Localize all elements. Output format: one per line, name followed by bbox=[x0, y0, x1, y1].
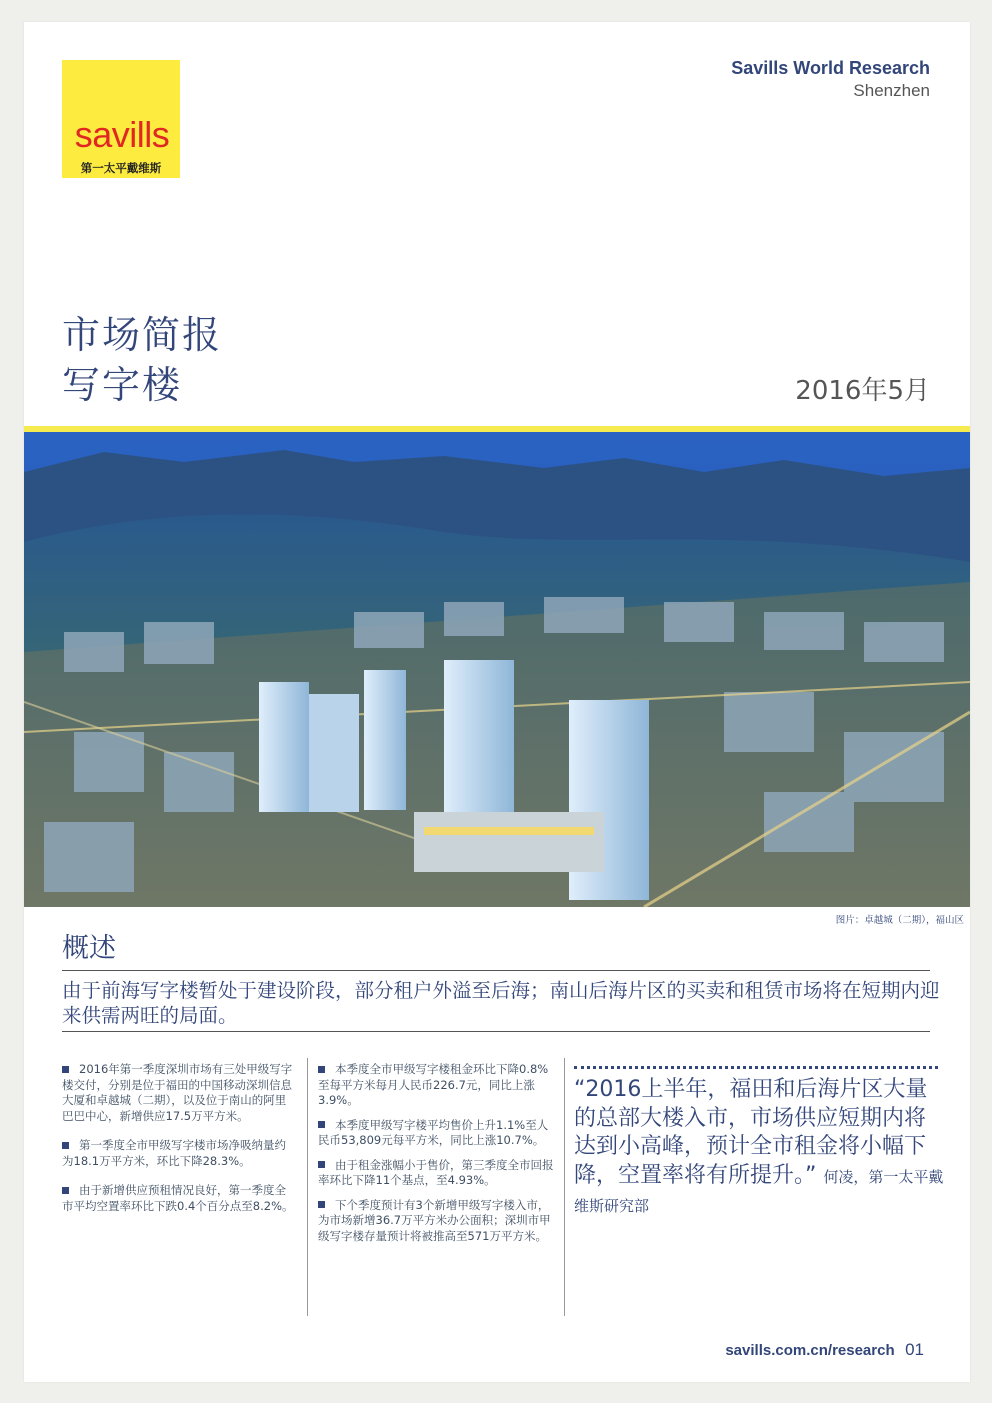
photo-caption: 图片：卓越城（二期），福山区 bbox=[835, 915, 964, 926]
column-divider bbox=[307, 1058, 308, 1316]
city-rendering-image bbox=[24, 432, 970, 907]
bullet-square-icon bbox=[318, 1201, 325, 1208]
bullet-item: 本季度全市甲级写字楼租金环比下降0.8%至每平方米每月人民币226.7元，同比上涨3.9%。 bbox=[318, 1062, 549, 1107]
pull-quote bbox=[574, 1076, 946, 1221]
bullet-square-icon bbox=[318, 1121, 325, 1128]
savills-logo[interactable] bbox=[62, 60, 180, 178]
bullet-square-icon bbox=[62, 1187, 69, 1194]
series-header bbox=[731, 58, 930, 101]
summary-text: 由于前海写字楼暂处于建设阶段，部分租户外溢至后海；南山后海片区的买卖和租赁市场将在短期内迎来供需两旺的局面。 bbox=[62, 979, 940, 1027]
bullet-item: 由于新增供应预租情况良好，第一季度全市平均空置率环比下跌0.4个百分点至8.2%。 bbox=[62, 1183, 294, 1213]
cover-photo bbox=[24, 432, 970, 907]
quote-dotted-rule bbox=[574, 1066, 938, 1069]
report-date: 2016年5月 bbox=[795, 376, 930, 406]
quote-text: “2016上半年，福田和后海片区大量的总部大楼入市，市场供应短期内将达到小高峰，预计全市租金将小幅下降，空置率将有所提升。” bbox=[574, 1077, 928, 1188]
logo-tagline: 第一太平戴维斯 bbox=[80, 161, 162, 175]
series-title: Savills World Research bbox=[731, 58, 930, 78]
section-heading: 概述 bbox=[62, 933, 116, 964]
series-city: Shenzhen bbox=[853, 81, 930, 100]
divider bbox=[62, 970, 930, 971]
bullet-square-icon bbox=[62, 1142, 69, 1149]
bullet-item: 下个季度预计有3个新增甲级写字楼入市，为市场新增36.7万平方米办公面积；深圳市甲级写字楼存量预计将被推高至571万平方米。 bbox=[318, 1197, 551, 1243]
bullet-column-2 bbox=[318, 1062, 554, 1253]
bullet-square-icon bbox=[318, 1161, 325, 1168]
bullet-square-icon bbox=[318, 1066, 325, 1073]
page-footer bbox=[725, 1340, 924, 1360]
quote-attribution: 何凌，第一太平戴维斯研究部 bbox=[574, 1167, 944, 1215]
logo-wordmark: savills bbox=[74, 114, 170, 155]
bullet-item: 由于租金涨幅小于售价，第三季度全市回报率环比下降11个基点，至4.93%。 bbox=[318, 1157, 554, 1187]
divider bbox=[62, 1031, 930, 1032]
bullet-item: 第一季度全市甲级写字楼市场净吸纳量约为18.1万平方米，环比下降28.3%。 bbox=[62, 1138, 286, 1168]
page-title bbox=[62, 310, 222, 410]
bullet-column-1 bbox=[62, 1062, 294, 1228]
column-divider bbox=[564, 1058, 565, 1316]
page-number: 01 bbox=[905, 1340, 924, 1359]
research-url-link[interactable]: savills.com.cn/research bbox=[725, 1342, 895, 1359]
bullet-item: 2016年第一季度深圳市场有三处甲级写字楼交付，分别是位于福田的中国移动深圳信息大厦和卓越城（二期），以及位于南山的阿里巴巴中心，新增供应17.5万平方米。 bbox=[62, 1062, 293, 1123]
report-page bbox=[24, 22, 970, 1382]
title-line-1: 市场简报 bbox=[62, 313, 223, 357]
bullet-item: 本季度甲级写字楼平均售价上升1.1%至人民币53,809元每平方米，同比上涨10.7%。 bbox=[318, 1117, 549, 1147]
bullet-square-icon bbox=[62, 1066, 69, 1073]
title-line-2: 写字楼 bbox=[62, 363, 183, 407]
